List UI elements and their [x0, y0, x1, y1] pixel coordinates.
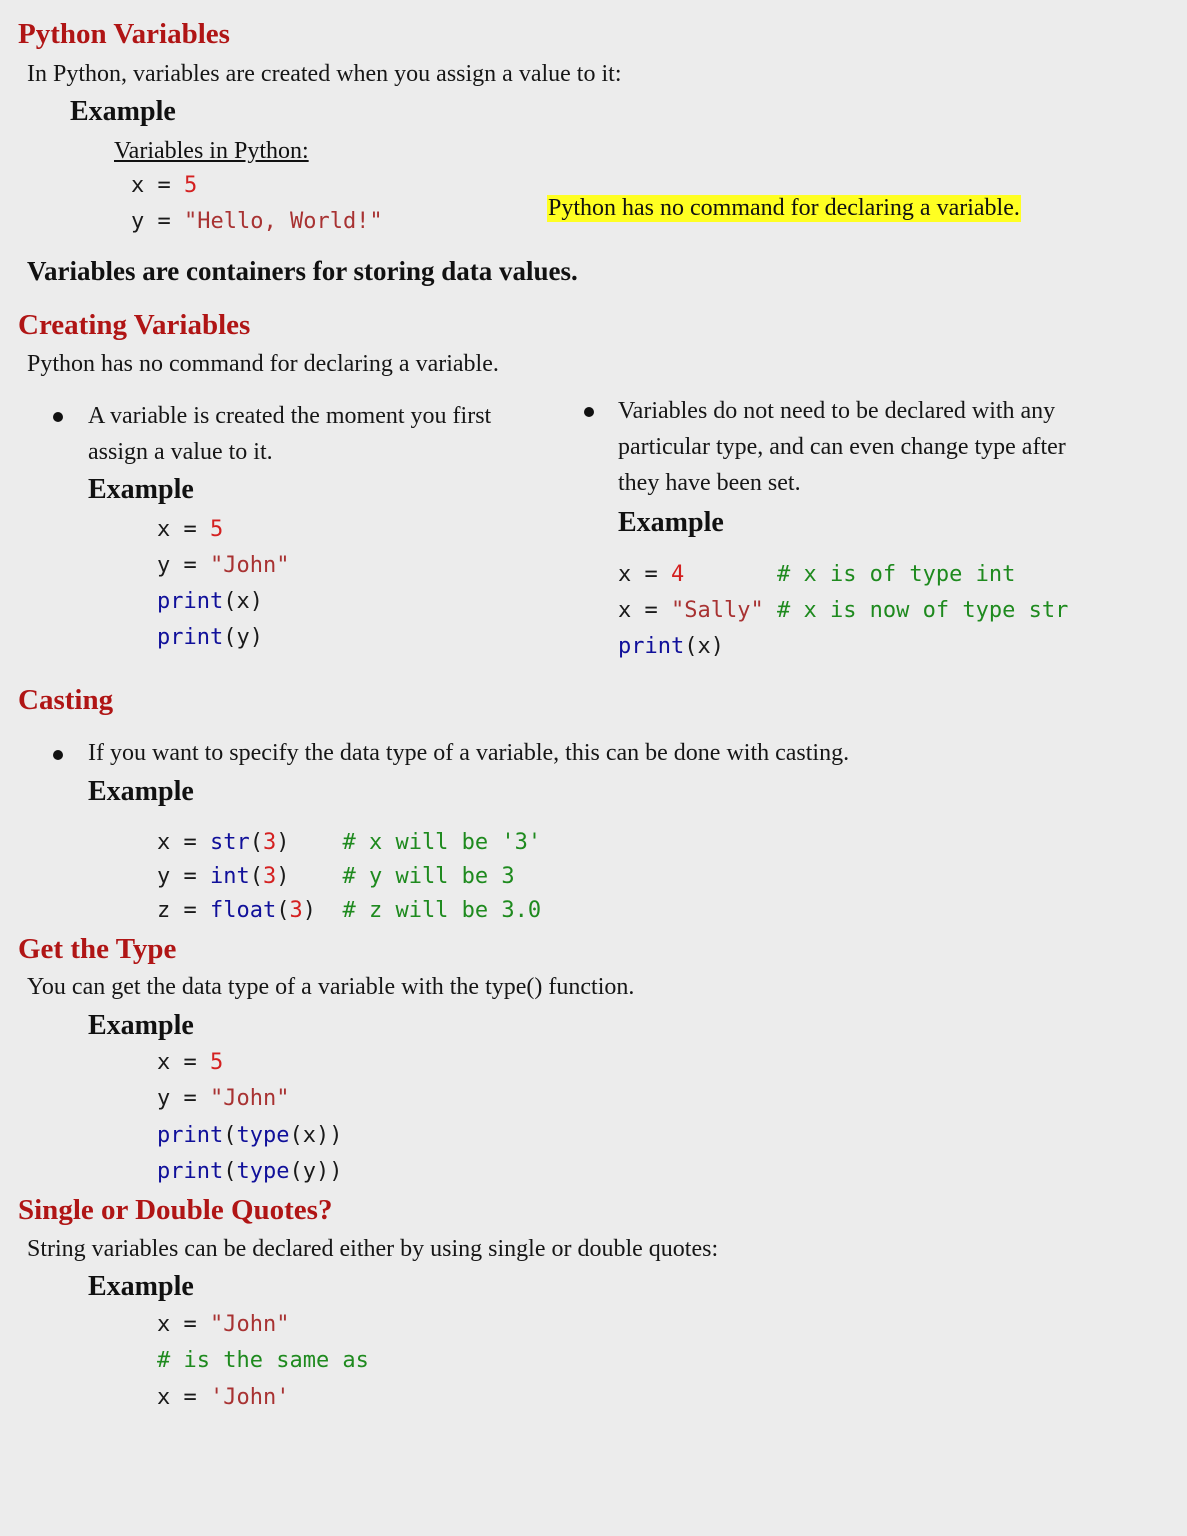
- code-assign: y =: [157, 1086, 210, 1111]
- code-line: [157, 1045, 223, 1081]
- code-string: "John": [209, 1312, 290, 1337]
- code-comment: # x is now of type str: [776, 598, 1069, 623]
- code-args: (y)): [289, 1159, 343, 1184]
- code-line: [618, 557, 1015, 593]
- bullet-text: particular type, and can even change type after: [618, 434, 1066, 460]
- code-paren: (: [249, 830, 263, 855]
- code-builtin: int: [209, 864, 250, 889]
- code-comment: # y will be 3: [342, 864, 515, 889]
- code-var: y: [157, 553, 171, 578]
- code-builtin: print: [157, 1123, 224, 1148]
- bullet-icon: [53, 750, 63, 760]
- code-op: =: [170, 517, 210, 542]
- code-number: 3: [262, 830, 277, 855]
- code-number: 5: [184, 173, 198, 198]
- creating-intro: Python has no command for declaring a variable.: [27, 351, 499, 377]
- code-space: [289, 830, 342, 855]
- bullet-text: assign a value to it.: [88, 439, 273, 465]
- code-args: (y): [223, 625, 263, 650]
- code-var: x: [131, 173, 145, 198]
- bullet-text: A variable is created the moment you first: [88, 403, 492, 429]
- highlighted-note: Python has no command for declaring a variable.: [548, 195, 1020, 221]
- code-var: x: [618, 562, 632, 587]
- code-var: x: [157, 517, 171, 542]
- code-line: [618, 593, 1068, 629]
- code-op: =: [170, 553, 210, 578]
- code-comment: # is the same as: [157, 1348, 369, 1373]
- code-string: "Hello, World!": [184, 209, 383, 234]
- code-comment: # z will be 3.0: [342, 898, 542, 923]
- code-number: 4: [671, 562, 685, 587]
- code-builtin: type: [236, 1159, 290, 1184]
- code-number: 5: [210, 517, 224, 542]
- code-line: [157, 620, 263, 656]
- code-op: =: [631, 598, 671, 623]
- code-paren: (: [276, 898, 290, 923]
- quotes-intro: String variables can be declared either by using single or double quotes:: [27, 1236, 719, 1262]
- heading-get-the-type: Get the Type: [18, 933, 177, 965]
- code-assign: x =: [157, 1050, 210, 1075]
- example-caption: Variables in Python:: [114, 138, 309, 164]
- code-op: =: [144, 173, 184, 198]
- code-line: [157, 1081, 289, 1117]
- code-number: 3: [289, 898, 303, 923]
- code-args: (x): [684, 634, 724, 659]
- code-builtin: print: [157, 1159, 224, 1184]
- code-builtin: print: [618, 634, 685, 659]
- example-label: Example: [88, 474, 194, 505]
- example-label: Example: [70, 96, 176, 127]
- code-builtin: str: [209, 830, 250, 855]
- code-assign: x =: [157, 1312, 210, 1337]
- example-label: Example: [618, 507, 724, 538]
- bullet-text: If you want to specify the data type of a variable, this can be done with casting.: [88, 740, 850, 766]
- code-space: [316, 898, 343, 923]
- code-op: =: [144, 209, 184, 234]
- heading-single-or-double-quotes: Single or Double Quotes?: [18, 1194, 333, 1226]
- code-line: [157, 894, 541, 928]
- example-label: Example: [88, 1271, 194, 1302]
- code-line: [157, 1118, 342, 1154]
- code-args: (x)): [289, 1123, 343, 1148]
- code-line: [157, 1307, 289, 1343]
- bullet-text: they have been set.: [618, 470, 801, 496]
- code-line: [157, 860, 515, 894]
- code-line: [131, 168, 197, 204]
- code-number: 3: [262, 864, 277, 889]
- code-var: y: [131, 209, 145, 234]
- code-string: "Sally": [671, 598, 764, 623]
- bullet-text: Variables do not need to be declared with any: [618, 398, 1056, 424]
- code-builtin: print: [157, 589, 224, 614]
- example-label: Example: [88, 1010, 194, 1041]
- code-args: (x): [223, 589, 263, 614]
- code-line: [618, 629, 724, 665]
- code-assign: x =: [157, 1385, 210, 1410]
- code-string: 'John': [209, 1385, 290, 1410]
- code-string: "John": [209, 1086, 290, 1111]
- code-line: [131, 204, 383, 240]
- code-builtin: float: [209, 898, 277, 923]
- containers-note: Variables are containers for storing data values.: [27, 256, 578, 286]
- bullet-icon: [584, 407, 594, 417]
- code-number: 5: [209, 1050, 224, 1075]
- code-line: [157, 1380, 289, 1416]
- code-paren: (: [249, 864, 263, 889]
- get-type-intro: You can get the data type of a variable with the type() function.: [27, 974, 635, 1000]
- code-line: [157, 548, 289, 584]
- code-space: [684, 562, 777, 587]
- heading-python-variables: Python Variables: [18, 18, 230, 50]
- code-line: [157, 826, 541, 860]
- intro-text: In Python, variables are created when you assign a value to it:: [27, 61, 622, 87]
- code-space: [289, 864, 342, 889]
- code-builtin: type: [236, 1123, 290, 1148]
- code-paren: ): [302, 898, 316, 923]
- heading-casting: Casting: [18, 684, 114, 716]
- code-paren: ): [276, 830, 290, 855]
- code-line: [157, 584, 263, 620]
- code-assign: x =: [157, 830, 210, 855]
- code-assign: y =: [157, 864, 210, 889]
- code-comment: # x is of type int: [776, 562, 1016, 587]
- code-line: [157, 1154, 342, 1190]
- code-var: x: [618, 598, 632, 623]
- code-comment: # x will be '3': [342, 830, 542, 855]
- code-assign: z =: [157, 898, 210, 923]
- code-string: "John": [210, 553, 290, 578]
- code-paren: (: [223, 1123, 237, 1148]
- heading-creating-variables: Creating Variables: [18, 309, 251, 341]
- code-builtin: print: [157, 625, 224, 650]
- code-paren: (: [223, 1159, 237, 1184]
- example-label: Example: [88, 776, 194, 807]
- bullet-icon: [53, 412, 63, 422]
- code-line: [157, 512, 223, 548]
- code-space: [764, 598, 777, 623]
- code-paren: ): [276, 864, 290, 889]
- code-op: =: [631, 562, 671, 587]
